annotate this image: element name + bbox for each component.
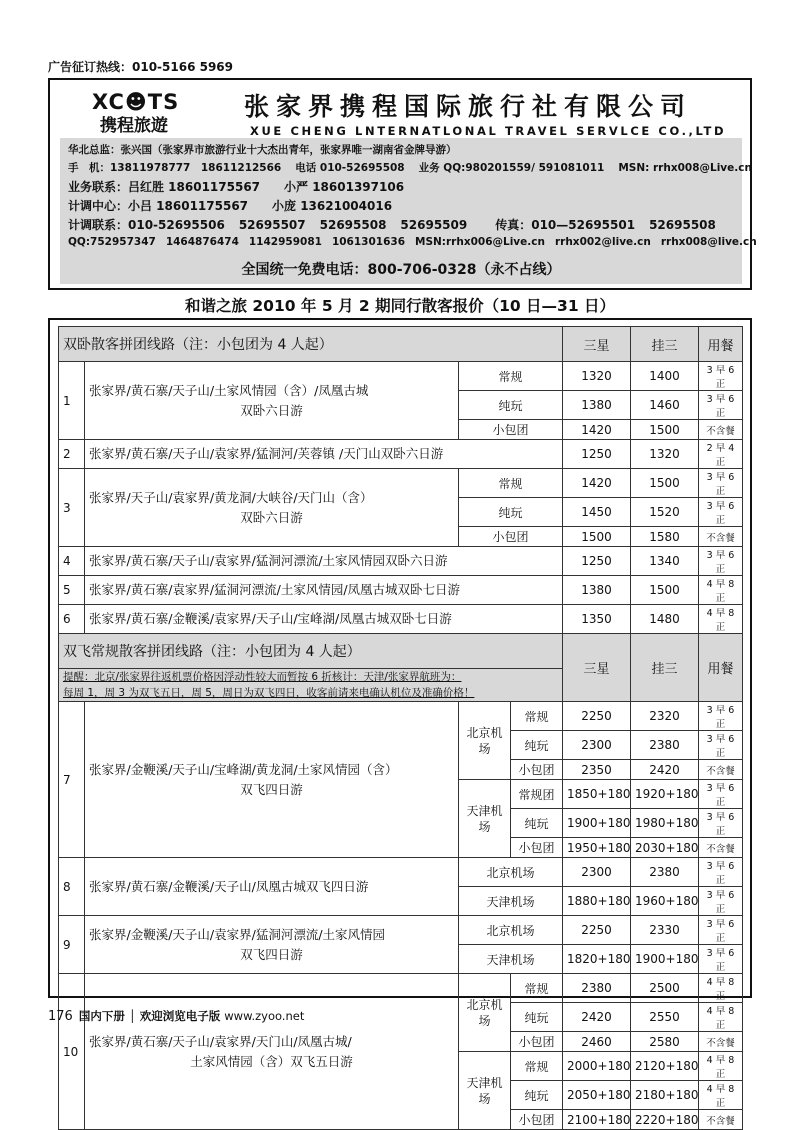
route-name: [85, 440, 563, 469]
fax-2: 52695508: [649, 218, 716, 232]
route-name: [85, 858, 459, 916]
price-listed-three: 2420: [631, 760, 699, 780]
col-listed-three-2: 挂三: [631, 634, 699, 702]
note-line: 提醒：北京/张家界往返机票价格因浮动性较大而暂按 6 折核计：天津/张家界航班为：: [63, 671, 462, 683]
route-line: 张家界/黄石寨/袁家界/猛洞河漂流/土家风情园/凤凰古城双卧七日游: [89, 582, 461, 597]
col-meals: 用餐: [699, 327, 743, 362]
price-three-star: 2300: [563, 858, 631, 887]
route-name: [85, 547, 563, 576]
price-three-star: 1500: [563, 527, 631, 547]
price-listed-three: 2550: [631, 1003, 699, 1032]
route-name: [85, 605, 563, 634]
tour-type: 常规: [459, 469, 563, 498]
price-list-title: 和谐之旅 2010 年 5 月 2 期同行散客报价（10 日—31 日）: [184, 297, 616, 315]
route-line: 张家界/黄石寨/天子山/袁家界/天门山/凤凰古城/: [89, 1033, 352, 1049]
dispatch-center-line: [68, 197, 406, 214]
mobile: 手 机：13811978777 18611212566: [68, 162, 282, 174]
msn-1: MSN:rrhx006@Live.cn: [415, 236, 545, 248]
price-listed-three: 1920+180: [631, 780, 699, 809]
meals: 3 早 6 正: [699, 780, 743, 809]
tour-type: 常规: [459, 362, 563, 391]
tour-type: 小包团: [511, 1032, 563, 1052]
table-row: [59, 702, 743, 731]
meals: 4 早 8 正: [699, 576, 743, 605]
tour-type: 小包团: [511, 1110, 563, 1130]
airport: 天津机场: [459, 780, 511, 858]
price-three-star: 1420: [563, 420, 631, 440]
tour-type: 常规: [511, 1052, 563, 1081]
price-three-star: 1380: [563, 391, 631, 420]
booking-note: [59, 669, 563, 702]
price-listed-three: 1340: [631, 547, 699, 576]
price-listed-three: 2380: [631, 858, 699, 887]
meals: 不含餐: [699, 420, 743, 440]
dispatch-phone-2: 52695507: [238, 218, 306, 232]
table-row: [59, 916, 743, 945]
msn-3: rrhx008@live.cn: [660, 236, 757, 248]
meals: 3 早 6 正: [699, 391, 743, 420]
route-line-2: 双飞四日游: [240, 781, 303, 797]
price-three-star: 2350: [563, 760, 631, 780]
route-line-2: 双卧六日游: [240, 402, 303, 418]
table-row: [59, 440, 743, 469]
price-three-star: 1450: [563, 498, 631, 527]
qq-1: QQ:752957347: [68, 236, 156, 248]
price-listed-three: 2580: [631, 1032, 699, 1052]
route-number: 1: [59, 362, 85, 440]
meals: 3 早 6 正: [699, 547, 743, 576]
meals: 不含餐: [699, 838, 743, 858]
price-listed-three: 1400: [631, 362, 699, 391]
route-line: 张家界/天子山/袁家界/黄龙洞/大峡谷/天门山（含）: [89, 489, 373, 505]
meals: 3 早 6 正: [699, 702, 743, 731]
route-line-2: 双飞四日游: [240, 946, 303, 962]
meals: 不含餐: [699, 760, 743, 780]
airport: 天津机场: [459, 945, 563, 974]
dispatch-phone: 计调联系：010-52695506: [68, 218, 225, 232]
route-number: 5: [59, 576, 85, 605]
route-number: 4: [59, 547, 85, 576]
price-three-star: 1420: [563, 469, 631, 498]
table-row: [59, 605, 743, 634]
route-line-2: 土家风情园（含）双飞五日游: [190, 1053, 353, 1069]
price-listed-three: 2500: [631, 974, 699, 1003]
price-three-star: 2300: [563, 731, 631, 760]
price-listed-three: 1500: [631, 469, 699, 498]
table-row: [59, 362, 743, 391]
tour-type: 小包团: [459, 527, 563, 547]
dispatch-phone-4: 52695509: [400, 218, 468, 232]
meals: 4 早 8 正: [699, 1081, 743, 1110]
route-line: 张家界/黄石寨/金鞭溪/袁家界/天子山/宝峰湖/凤凰古城双卧七日游: [89, 611, 452, 626]
tour-type: 纯玩: [511, 1081, 563, 1110]
tour-type: 纯玩: [459, 498, 563, 527]
price-three-star: 1820+180: [563, 945, 631, 974]
airport: 北京机场: [459, 858, 563, 887]
fax: 传真：010—52695501: [495, 218, 636, 232]
price-three-star: 2380: [563, 974, 631, 1003]
logo-cn-text: 携程旅遊: [100, 116, 168, 136]
dispatch-contact-line: [68, 216, 730, 233]
airport: 北京机场: [459, 974, 511, 1052]
business-qq: 业务 QQ:980201559/ 591081011: [418, 162, 605, 174]
dispatch-center-2: 小庞 13621004016: [272, 199, 393, 213]
price-listed-three: 2220+180: [631, 1110, 699, 1130]
col-three-star-2: 三星: [563, 634, 631, 702]
price-three-star: 2000+180: [563, 1052, 631, 1081]
table-row: [59, 547, 743, 576]
qq-2: 1464876474: [165, 236, 239, 248]
price-listed-three: 2030+180: [631, 838, 699, 858]
price-listed-three: 1900+180: [631, 945, 699, 974]
ad-hotline: 广告征订热线：010-5166 5969: [48, 60, 234, 74]
route-line: 张家界/金鞭溪/天子山/宝峰湖/黄龙洞/土家风情园（含）: [89, 761, 398, 777]
dispatch-phone-3: 52695508: [319, 218, 387, 232]
tour-type: 小包团: [511, 838, 563, 858]
meals: 3 早 6 正: [699, 469, 743, 498]
price-listed-three: 1460: [631, 391, 699, 420]
route-number: 8: [59, 858, 85, 916]
col-meals-2: 用餐: [699, 634, 743, 702]
route-line: 张家界/黄石寨/天子山/袁家界/猛洞河漂流/土家风情园双卧六日游: [89, 553, 448, 568]
section2-title: 双飞常规散客拼团线路（注：小包团为 4 人起）: [59, 634, 563, 669]
price-three-star: 2420: [563, 1003, 631, 1032]
airport: 北京机场: [459, 916, 563, 945]
route-line: 张家界/黄石寨/天子山/土家风情园（含）/凤凰古城: [89, 382, 369, 398]
meals: 3 早 6 正: [699, 809, 743, 838]
price-listed-three: 1500: [631, 576, 699, 605]
price-three-star: 2050+180: [563, 1081, 631, 1110]
note-line-2: 每周 1，周 3 为双飞五日，周 5，周日为双飞四日，收客前请来电确认机位及准确价格！: [63, 687, 475, 699]
page-number: 176: [48, 1009, 73, 1024]
meals: 4 早 8 正: [699, 1003, 743, 1032]
meals: 3 早 6 正: [699, 887, 743, 916]
col-three-star: 三星: [563, 327, 631, 362]
airport: 天津机场: [459, 887, 563, 916]
price-three-star: 2460: [563, 1032, 631, 1052]
price-listed-three: 2180+180: [631, 1081, 699, 1110]
meals: 3 早 6 正: [699, 498, 743, 527]
table-row: [59, 858, 743, 887]
price-three-star: 2250: [563, 702, 631, 731]
price-three-star: 1350: [563, 605, 631, 634]
meals: 不含餐: [699, 1110, 743, 1130]
price-listed-three: 2330: [631, 916, 699, 945]
tour-type: 纯玩: [459, 391, 563, 420]
price-listed-three: 1520: [631, 498, 699, 527]
meals: 4 早 8 正: [699, 1052, 743, 1081]
price-listed-three: 1580: [631, 527, 699, 547]
price-three-star: 1320: [563, 362, 631, 391]
price-three-star: 2100+180: [563, 1110, 631, 1130]
airport: 北京机场: [459, 702, 511, 780]
price-three-star: 1880+180: [563, 887, 631, 916]
meals: 3 早 6 正: [699, 731, 743, 760]
route-line: 张家界/黄石寨/天子山/袁家界/猛洞河/芙蓉镇 /天门山双卧六日游: [89, 446, 444, 461]
meals: 不含餐: [699, 527, 743, 547]
dispatch-center: 计调中心：小吕 18601175567: [68, 199, 249, 213]
section1-title: 双卧散客拼团线路（注：小包团为 4 人起）: [59, 327, 563, 362]
company-name-en: XUE CHENG LNTERNATLONAL TRAVEL SERVLCE CO.,LTD: [250, 124, 727, 138]
price-three-star: 1250: [563, 547, 631, 576]
price-listed-three: 2320: [631, 702, 699, 731]
table-row: [59, 974, 743, 1003]
price-listed-three: 2120+180: [631, 1052, 699, 1081]
meals: 4 早 8 正: [699, 605, 743, 634]
tour-type: 纯玩: [511, 809, 563, 838]
route-line: 张家界/金鞭溪/天子山/袁家界/猛洞河漂流/土家风情园: [89, 926, 386, 942]
logo-text: XC☻TS: [92, 90, 180, 114]
tour-type: 小包团: [459, 420, 563, 440]
airport: 天津机场: [459, 1052, 511, 1130]
business-contact-line: [68, 178, 418, 195]
route-line-2: 双卧六日游: [240, 509, 303, 525]
route-name: [85, 916, 459, 974]
free-phone-banner: 全国统一免费电话：800-706-0328（永不占线）: [241, 262, 561, 278]
col-listed-three: 挂三: [631, 327, 699, 362]
tour-type: 纯玩: [511, 731, 563, 760]
meals: 2 早 4 正: [699, 440, 743, 469]
footer-url[interactable]: www.zyoo.net: [224, 1009, 305, 1023]
tour-type: 常规团: [511, 780, 563, 809]
price-three-star: 2250: [563, 916, 631, 945]
route-name: [85, 576, 563, 605]
qq-4: 1061301636: [331, 236, 405, 248]
route-number: 2: [59, 440, 85, 469]
route-line: 张家界/黄石寨/金鞭溪/天子山/凤凰古城双飞四日游: [89, 878, 369, 894]
route-name: [85, 362, 459, 440]
tour-type: 小包团: [511, 760, 563, 780]
footer-section: 国内下册 │ 欢迎浏览电子版: [78, 1009, 221, 1023]
price-three-star: 1850+180: [563, 780, 631, 809]
price-listed-three: 1960+180: [631, 887, 699, 916]
business-contact: 业务联系：吕红胜 18601175567: [68, 180, 261, 194]
phone-line: [68, 160, 766, 175]
qq-3: 1142959081: [248, 236, 322, 248]
telephone: 电话 010-52695508: [295, 162, 405, 174]
company-name-cn: 张家界携程国际旅行社有限公司: [244, 92, 693, 121]
meals: 3 早 6 正: [699, 858, 743, 887]
route-name: [85, 469, 459, 547]
route-number: 6: [59, 605, 85, 634]
table-row: [59, 469, 743, 498]
tour-type: 常规: [511, 974, 563, 1003]
route-name: [85, 974, 459, 1130]
price-listed-three: 1980+180: [631, 809, 699, 838]
price-three-star: 1900+180: [563, 809, 631, 838]
route-number: 3: [59, 469, 85, 547]
price-three-star: 1950+180: [563, 838, 631, 858]
tour-type: 纯玩: [511, 1003, 563, 1032]
route-number: 10: [59, 974, 85, 1130]
meals: 不含餐: [699, 1032, 743, 1052]
price-listed-three: 2380: [631, 731, 699, 760]
price-three-star: 1250: [563, 440, 631, 469]
meals: 3 早 6 正: [699, 916, 743, 945]
route-number: 9: [59, 916, 85, 974]
meals: 3 早 6 正: [699, 945, 743, 974]
route-number: 7: [59, 702, 85, 858]
msn-2: rrhx002@live.cn: [554, 236, 651, 248]
price-listed-three: 1480: [631, 605, 699, 634]
price-listed-three: 1320: [631, 440, 699, 469]
meals: 4 早 8 正: [699, 974, 743, 1003]
tour-type: 常规: [511, 702, 563, 731]
supervisor-line: 华北总监：张兴国（张家界市旅游行业十大杰出青年，张家界唯一湖南省金牌导游）: [68, 144, 457, 156]
route-name: [85, 702, 459, 858]
msn: MSN: rrhx008@Live.cn: [618, 162, 752, 174]
qq-line: [68, 236, 771, 248]
price-listed-three: 1500: [631, 420, 699, 440]
table-row: [59, 576, 743, 605]
page-footer: [48, 1008, 304, 1024]
meals: 3 早 6 正: [699, 362, 743, 391]
business-contact-2: 小严 18601397106: [284, 180, 405, 194]
price-three-star: 1380: [563, 576, 631, 605]
